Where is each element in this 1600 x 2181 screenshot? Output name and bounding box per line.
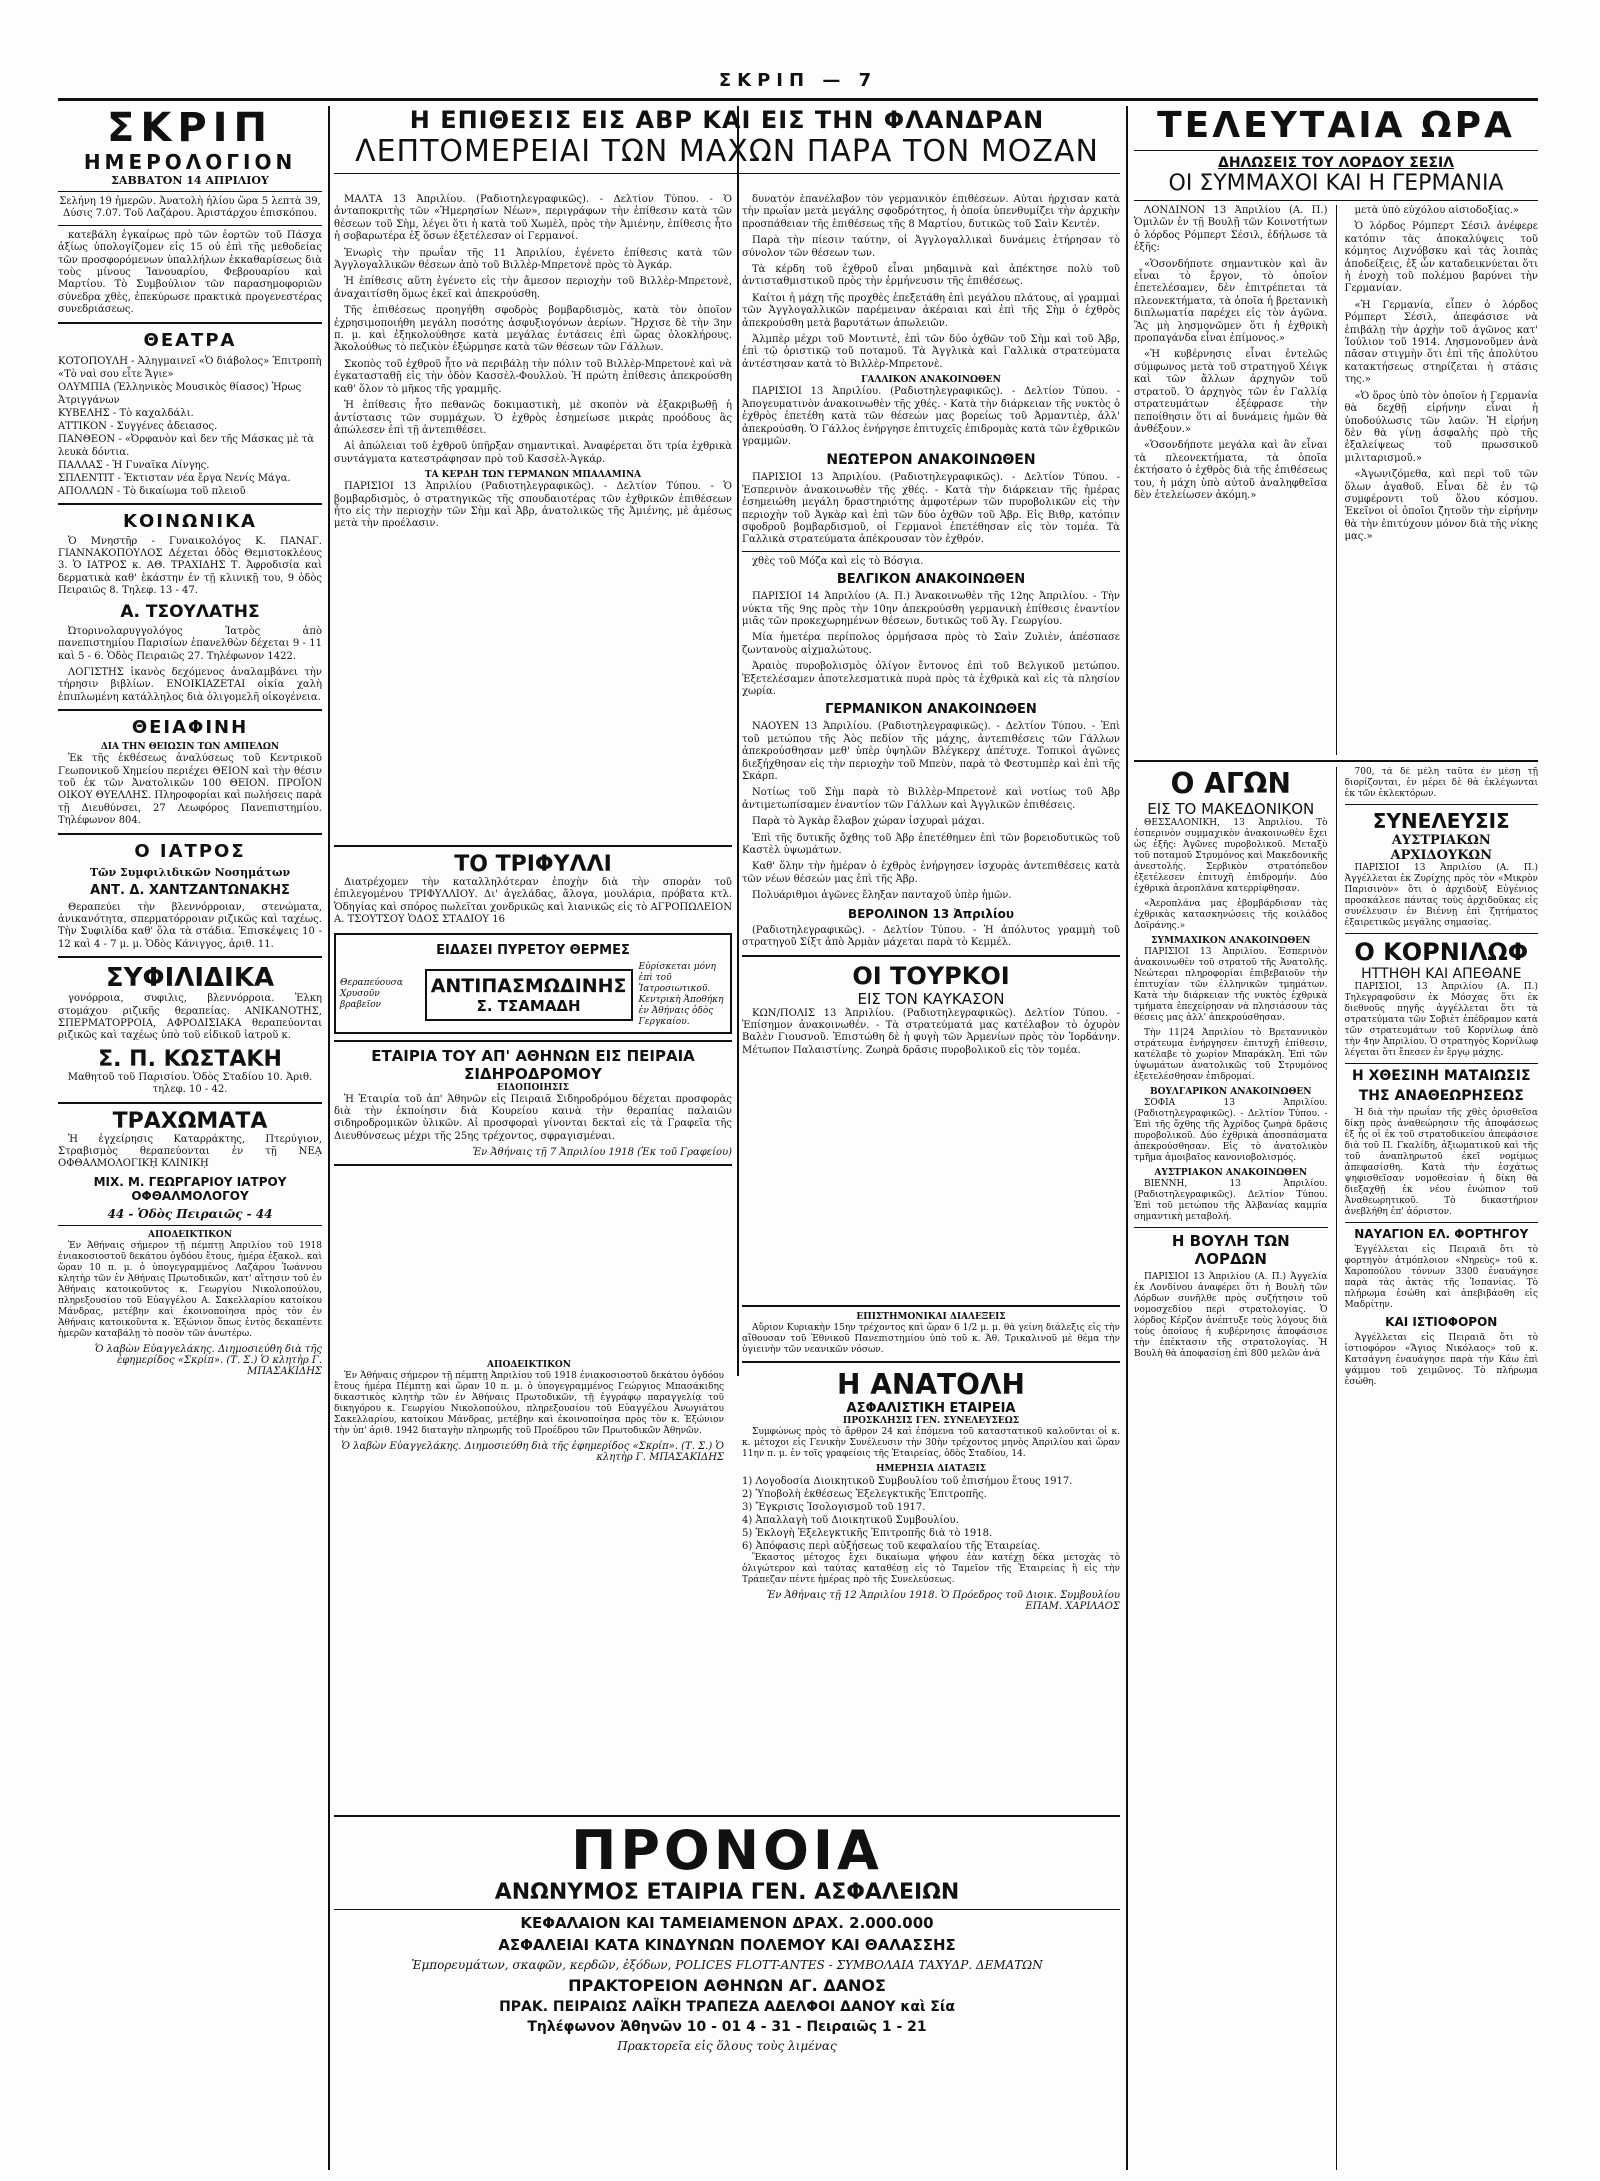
struggle-heading: Ο ΑΓΩΝ [1170, 767, 1291, 800]
article-paragraph: Καθ' ὅλην τὴν ἡμέραν ὁ ἐχθρὸς ἐνήργησεν ἰσχυρὰς ἀντεπιθέσεις κατὰ τῶν νέων θέσεών μας ἐπὶ τῆς Ἀβρ. [742, 861, 1120, 885]
agenda-item: 1) Λογοδοσία Διοικητικοῦ Συμβουλίου τοῦ ἐπισήμου ἔτους 1917. [742, 1476, 1073, 1487]
column-rule [328, 106, 330, 2170]
antipyretic-left: Θεραπεύουσα Χρυσοῦν βραβεῖον [340, 978, 403, 1011]
anatoli-text: Συμφώνως πρὸς τὸ ἄρθρον 24 καὶ ἑπόμενα τοῦ καταστατικοῦ καλοῦνται οἱ κ. κ. μέτοχοι εἰς Γενικὴν Συνέλευσιν τὴν 30ὴν τρέχοντος μηνὸς Ἀπριλίου καὶ ὥραν 11ην π. μ. ἐν τοῖς γραφείοις τῆς Ἑταιρείας, ὁδὸς Σταδίου, 14. [742, 1427, 1120, 1459]
anatoli-sub: ΑΣΦΑΛΙΣΤΙΚΗ ΕΤΑΙΡΕΙΑ [846, 1401, 1016, 1416]
turks-text: ΚΩΝ/ΠΟΛΙΣ 13 Ἀπριλίου. (Ραδιοτηλεγραφικῶς). Δελτίον Τύπου. - Ἐπίσημον ἀνακοινωθέν. - Τὰ στρατεύματά μας κατέλαβον τὸ ὀχυρὸν Βαλὲν Γιουσνοῦ. Ἐπιστώθη δὲ ἡ φυγὴ τῶν Ἀρμενίων πρὸς τὸν Ἰορδάνην. Μέτωπον Παλαιστίνης. Ζωηρὰ δρᾶσις πυροβολικοῦ εἰς τὸν τομέα. [742, 1007, 1120, 1056]
french-communique-head: ΓΑΛΛΙΚΟΝ ΑΝΑΚΟΙΝΩΘΕΝ [861, 375, 1001, 386]
article-paragraph: «Ἀγωνιζόμεθα, καὶ περὶ τοῦ τῶν ὅλων ἀγαθοῦ. Εἶναι δὲ ἐν τῷ συμφέροντι τοῦ ὅλου κόσμου. Ἐκεῖνοι οἱ ὁποῖοι ζητοῦν τὴν εἰρήνην θὰ τὴν ἐπιτύχουν μόνον διὰ τῆς νίκης μας.» [1344, 469, 1538, 543]
almanac-text: κατεβάλη ἐγκαίρως πρὸ τῶν ἑορτῶν τοῦ Πάσχα ἀξίως ὑπολογίζομεν εἰς 15 οὐ ἐπὶ τῆς μεθοδείας τῶν προσφορόμενων ὑπαλλήλων ἐκκαθαρίσεως διὰ τοὺς μίνους Ἰανουαρίου, Φεβρουαρίου καὶ Μαρτίου. Τὸ Συμβούλιον τῶν παρασημοφοριῶν σύνεδρα χθὲς, ἐπεκύρωσε πρακτικὰ προγενεστέρας συνεδριάσεως. [58, 229, 322, 316]
article-paragraph: Ἀλμπὲρ μέχρι τοῦ Μοντιντὲ, ἐπὶ τῶν δύο ὀχθῶν τοῦ Σὴμ καὶ τοῦ Ἀβρ, ἐπὶ τῷ ὁριστικῷ τοῦ ποταμοῦ. Τὰ Ἀγγλικὰ καὶ Γαλλικὰ στρατεύματα ἀντέστησαν κατὰ τὸ Βιλλὲρ-Μπρετονὲ. [742, 334, 1120, 370]
notice-text: Ἐν Ἀθήναις σήμερον τῇ πέμπτῃ Ἀπριλίου τοῦ 1918 ἐνιακοσιοστοῦ δεκάτου ὀγδόου ἔτους, ἡμέρα ἐξακολ. καὶ ὥραν 10 π. μ. ὁ ὑπογεγραμμένος Λαζάρου Ἰωάννου κλητὴρ τῶν ἐν Ἀθήναις Πρωτοδικῶν, κατ' αἴτησιν τοῦ ἐν Ἀθήναις κατοικοῦντος κ. Γεωργίου Νικολοπούλου, πληρεξουσίου τοῦ Εὐαγγέλου Α. Σακελλαρίου κατοίκου Μάνδρας, μετέβην καὶ ἐκοινοποίησα πρὸς τὸν ἐν Ἀθήναις κατοικοῦντα κ. Ἐξώνιον ὅπως ἐντὸς δεκαπέντε ἡμερῶν καταβάλῃ τὸ ποσὸν τῶν ἀνωτέρω. [58, 1240, 322, 1339]
assembly-heading: ΣΥΝΕΛΕΥΣΙΣ [1372, 809, 1510, 833]
column-rule [1126, 106, 1128, 2170]
physician-sub: Τῶν Συμφιλιδικῶν Νοσημάτων [89, 865, 291, 879]
lords-text: ΠΑΡΙΣΙΟΙ 13 Ἀπριλίου (Α. Π.) Ἀγγελία ἐκ Λονδίνου ἀναφέρει ὅτι ἡ Βουλὴ τῶν Λόρδων συνῆλθε πρὸς συζήτησιν τοῦ νομοσχεδίου περὶ στρατολογίας. Ὁ λόρδος Κέρζον ἀνέπτυξε τοὺς λόγους διὰ τοὺς ὁποίους ἡ κυβέρνησις ἀποφάσισε τὴν ἐπέκτασιν τῆς στρατολογίας. Ἡ Βουλὴ θὰ ἀποφασίσῃ ἐπὶ 800 μελῶν ἀνὰ [1134, 1272, 1328, 1359]
article-paragraph: «Ἡ κυβέρνησις εἶναι ἐντελῶς σύμφωνος μετὰ τοῦ στρατηγοῦ Χέιγκ καὶ τῶν ἄλλων ἀρχηγῶν τοῦ στρατοῦ. Ὁ ἀρχηγὸς τῶν ἐν Γαλλίᾳ στρατευμάτων ἐξέφρασε τὴν πεποίθησιν ὅτι αἱ δυνάμεις ἡμῶν θὰ ἀνθέξουν.» [1134, 349, 1328, 435]
latest-subheading: ΔΗΛΩΣΕΙΣ ΤΟΥ ΛΟΡΔΟΥ ΣΕΣΙΛ [1217, 155, 1454, 171]
article-paragraph: Πολυάριθμοι ἀγῶνες ἔληξαν πανταχοῦ ὑπὲρ ἡμῶν. [752, 890, 1012, 902]
notice2-block [334, 1360, 724, 1790]
kostakis-text: Μαθητοῦ τοῦ Παρισίου. Ὁδὸς Σταδίου 10. Ἀριθ. τηλεφ. 10 - 42. [67, 1071, 313, 1096]
allied-communique-head: ΣΥΜΜΑΧΙΚΟΝ ΑΝΑΚΟΙΝΩΘΕΝ [1151, 936, 1311, 946]
pronoia-heading: ΠΡΟΝΟΙΑ [571, 1819, 883, 1882]
doctor-text: Ὠτορινολαρυγγολόγος Ἰατρὸς ἀπὸ πανεπιστημίου Παρισίων ἐπανελθὼν δέχεται 9 - 11 καὶ 5 - 6. Ὁδὸς Πειραιῶς 27. Τηλέφωνον 1422. [58, 625, 322, 662]
theatre-item: ΑΠΟΛΛΩΝ - Τὸ δικαίωμα τοῦ πλειοῦ [58, 485, 246, 497]
article-paragraph: χθὲς τοῦ Μόζα καὶ εἰς τὸ Βόσγια. [752, 555, 924, 567]
paper-title: ΣΚΡΙΠ [107, 106, 273, 151]
main-story [334, 106, 1120, 178]
review-heading: Η ΧΘΕΣΙΝΗ ΜΑΤΑΙΩΣΙΣ [1351, 1068, 1531, 1084]
article-paragraph: Παρὰ τὴν πίεσιν ταύτην, οἱ Ἀγγλογαλλικαὶ δυνάμεις ἐτήρησαν τὸ σύνολον τῶν θέσεων των. [742, 235, 1120, 259]
pronoia-capital: ΚΕΦΑΛΑΙΟΝ ΚΑΙ ΤΑΜΕΙΑΜΕΝΟΝ ΔΡΑΧ. 2.000.000 [520, 1914, 934, 1932]
bulgarian-communique-head: ΒΟΥΛΓΑΡΙΚΟΝ ΑΝΑΚΟΙΝΩΘΕΝ [1150, 1087, 1312, 1097]
sailboat-heading: ΚΑΙ ΙΣΤΙΟΦΟΡΟΝ [1385, 1315, 1498, 1329]
railway-sub: ΕΙΔΟΠΟΙΗΣΙΣ [497, 1082, 569, 1093]
calendar-heading: ΗΜΕΡΟΛΟΓΙΟΝ [83, 150, 297, 174]
physician-name: ΑΝΤ. Δ. ΧΑΝΤΖΑΝΤΩΝΑΚΗΣ [90, 882, 290, 898]
page-running-head: ΣΚΡΙΠ — 7 [718, 70, 878, 91]
berlin-communique-head: ΒΕΡΟΛΙΝΟΝ 13 Ἀπριλίου [847, 906, 1015, 921]
social-text: Ὁ Μνηστῆρ - Γυναικολόγος Κ. ΠΑΝΑΓ. ΓΙΑΝΝΑΚΟΠΟΥΛΟΣ Δέχεται ὁδὸς Θεμιστοκλέους 3. Ὁ ΙΑΤΡΟΣ κ. ΑΘ. ΤΡΑΧΙΔΗΣ Τ. Ἀφροδισία καὶ δερματικὰ καθ' ἑκάστην ἐν τῇ κλινικῇ του, 9 ὁδὸς Πειραιῶς 8. Τηλεφ. 13 - 47. [58, 535, 322, 597]
lords-heading: Η ΒΟΥΛΗ ΤΩΝ ΛΟΡΔΩΝ [1171, 1232, 1290, 1268]
french-communique-text: ΠΑΡΙΣΙΟΙ 13 Ἀπριλίου. (Ραδιοτηλεγραφικῶς). - Δελτίον Τύπου. - Ἀπογευματινὸν ἀνακοινωθὲν τῆς χθές. - Κατὰ τὴν διάρκειαν τῆς νυκτὸς ὁ ἐχθρὸς ἐπετέθη κατὰ τῶν θέσεών μας βορείως τοῦ Ἀρμαντιὲρ, ἀλλ' ἀπεκρούσθη. Ὁ Γάλλος ἐνήργησε ἐπιτυχεῖς ἐπιδρομὰς κατὰ τῶν ἐχθρικῶν γραμμῶν. [742, 386, 1120, 447]
kornilov-heading: Ο ΚΟΡΝΙΛΩΦ [1354, 938, 1529, 966]
anatoli-agenda-heading: ΗΜΕΡΗΣΙΑ ΔΙΑΤΑΞΙΣ [875, 1464, 987, 1474]
anatoli-block [742, 1300, 1120, 1800]
sulfur-text: Ἐκ τῆς ἐκθέσεως ἀναλύσεως τοῦ Κεντρικοῦ Γεωπονικοῦ Χημείου περιέχει ΘΕΙΟΝ καὶ τὴν θέσιν τοῦ ἐκ τῶν Ἀνατολικῶν 100 ΘΕΙΟΝ. ΠΡΟΪΟΝ ΟΙΚΟΥ ΘΥΕΛΛΗΣ. Πληροφορίαι καὶ πωλήσεις παρὰ τῇ Διευθύνσει, 27 Λεωφόρος Πανεπιστημίου. Τηλέφωνον 804. [58, 753, 322, 827]
pronoia-line: ΠΡΑΚΤΟΡΕΙΟΝ ΑΘΗΝΩΝ ΑΓ. ΔΑΝΟΣ [568, 1976, 886, 1995]
antipyretic-head: ΕΙΔΑΣΕΙ ΠΥΡΕΤΟΥ ΘΕΡΜΕΣ [436, 942, 630, 958]
agenda-item: 6) Ἀπόφασις περὶ αὐξήσεως τοῦ κεφαλαίου τῆς Ἑταιρείας. [742, 1541, 1041, 1552]
article-paragraph: 700, τὰ δὲ μέλη ταῦτα ἐν μέσῃ τῇ διορίζονται, ἐν μέρει δὲ θὰ ἐκλέγωνται ἐκ τῶν ἐκλεκτόρων. [1344, 767, 1538, 799]
belgian-communique-head: ΒΕΛΓΙΚΟΝ ΑΝΑΚΟΙΝΩΘΕΝ [836, 572, 1026, 588]
article-paragraph: Ἡ ἐπίθεσις ἦτο πεθανῶς δοκιμαστικὴ, μὲ σκοπὸν νὰ ἐξακριβωθῇ ἡ ἀντίστασις τῶν συμμάχων. Ὁ ἐχθρὸς ἐσημείωσε μικρὰς προόδους ἃς ἀπώλεσεν ἐπὶ τῇ ἀντεπιθέσει. [334, 400, 732, 436]
review-text: Ἡ διὰ τὴν πρωΐαν τῆς χθὲς ὁρισθεῖσα δίκη πρὸς ἀναθεώρησιν τῆς ἀποφάσεως ἐξ ἧς οἱ ἐκ τοῦ στρατοδικείου ἀπεφάσισε διὰ τοῦ Π. Γκαλίδη, ἀξιωματικοῦ καὶ τῆς τοῦ ἀναπληρωτοῦ ἐκεῖ νομίμως ἀπεφασίσθη. Κατὰ τὴν ἐσχάτως ψηφισθεῖσαν νομοθεσίαν ἡ δίκη θὰ διεξαχθῇ ἐκ νέου ἐνώπιον τοῦ Ἀναθεωρητικοῦ. Τὸ δικαστήριον ἀνεβλήθη ἐπ' ἀόριστον. [1344, 1108, 1538, 1217]
notice-signature: Ὁ λαβὼν Εὐαγγελάκης. Διημοσιεύθη διὰ τῆς ἐφημερίδος «Σκρίπ». (Τ. Σ.) Ὁ κλητὴρ Γ. ΜΠΑΣΑΚΙΔΗΣ [94, 1343, 322, 1377]
article-paragraph: Σκοπὸς τοῦ ἐχθροῦ ἦτο νὰ περιβάλῃ τὴν πόλιν τοῦ Βιλλὲρ-Μπρετονὲ καὶ νὰ ἐγκατασταθῇ εἰς τὴν ὁδὸν Κασσὲλ-Φουλλοὺ. Ἡ πρώτη ἐπίθεσις ἀπεκρούσθη καθ' ὅλον τὸ μῆκος τῆς γραμμῆς. [334, 358, 732, 395]
syphilis-heading: ΣΥΦΙΛΙΔΙΚΑ [105, 963, 275, 994]
social-heading: ΚΟΙΝΩΝΙΚΑ [123, 510, 257, 532]
article-paragraph: Ἡ ἐπίθεσις αὕτη ἐγένετο εἰς τὴν ἄμεσον περιοχὴν τοῦ Βιλλὲρ-Μπρετονὲ, ἀναχαιτίσθη ὅμως ἐκεῖ καὶ ἀπεκρούσθη. [334, 276, 732, 300]
pronoia-ad [334, 1810, 1120, 2170]
antipyretic-label: ΑΝΤΙΠΑΣΜΩΔΙΝΗΣ [430, 974, 627, 997]
pronoia-line: Τηλέφωνον Ἀθηνῶν 10 - 01 4 - 31 - Πειραιῶς 1 - 21 [527, 2019, 927, 2035]
lectures-heading: ΕΠΙΣΤΗΜΟΝΙΚΑΙ ΔΙΑΛΕΞΕΙΣ [856, 1312, 1006, 1322]
theatre-item: ΣΠΛΕΝΤΙΤ - Ἐκτισταν νέα ἔργα Νενίς Μάγα. [58, 472, 291, 484]
notice2-text: Ἐν Ἀθήναις σήμερον τῇ πέμπτῃ Ἀπριλίου τοῦ 1918 ἐνιακοσιοστοῦ δεκάτου ὀγδόου ἔτους ἡμέρα Πέμπτῃ καὶ ὥραν 10 π. μ. ὁ ὑπογεγραμμένος Γεώργιος Μπασάκιδης δικαστικὸς κλητὴρ τῶν ἐν Ἀθήναις Πρωτοδικῶν, τῇ ἐγγράφῳ παραγγελίᾳ τοῦ δικηγόρου κ. Γεωργίου Νικολοπούλου, πληρεξουσίου τοῦ Εὐαγγέλου Ἀνωγιάτου Σακελλαρίου, κατοίκου Μάνδρας, μετέβην καὶ ἐκοινοποίησα πρὸς τὸν κ. Ἐξώνιον τὴν ὑπ' ἀριθ. 1942 διαταγὴν πληρωμῆς τοῦ Προέδρου τῶν Πρωτοδικῶν Ἀθηνῶν. [334, 1371, 724, 1436]
main-headline: Η ΕΠΙΘΕΣΙΣ ΕΙΣ ΑΒΡ ΚΑΙ ΕΙΣ ΤΗΝ ΦΛΑΝΔΡΑΝ [409, 106, 1045, 134]
physician-heading: Ο ΙΑΤΡΟΣ [134, 840, 246, 862]
anatoli-call: ΠΡΟΣΚΛΗΣΙΣ ΓΕΝ. ΣΥΝΕΛΕΥΣΕΩΣ [842, 1416, 1020, 1426]
article-paragraph: ΜΑΛΤΑ 13 Ἀπριλίου. (Ραδιοτηλεγραφικῶς). - Δελτίον Τύπου. - Ὁ ἀνταποκριτὴς τῶν «Ἡμερησίων Νέων», περιγράφων τὴν ἐπίθεσιν κατὰ τῶν θέσεων τοῦ Σὴμ, λέγει ὅτι ἡ κατὰ τοῦ Χωμὲλ, πρὸς τὴν Ἀμιένην, ἐπίθεσις ἦτο ἡ σοβαρωτέρα ἐξ ὅσων ἐξετέλεσαν οἱ Γερμανοί. [334, 194, 732, 243]
theatres-heading: ΘΕΑΤΡΑ [143, 329, 237, 351]
calendar-date: ΣΑΒΒΑΤΟΝ 14 ΑΠΡΙΛΙΟΥ [111, 174, 269, 187]
article-paragraph: «Ἀεροπλάνα μας ἐβομβάρδισαν τὰς ἐχθρικὰς κατασκηνώσεις τῆς κοιλάδος Δοϊράνης.» [1134, 899, 1328, 931]
theatre-item: ΟΛΥΜΠΙΑ (Ἑλληνικὸς Μουσικὸς θίασος) Ἡρως Ἀτριγγάνων [58, 381, 302, 406]
article-paragraph: Ὁ λόρδος Ρόμπερτ Σέσιλ ἀνέφερε κατόπιν τὰς ἀποκαλύψεις τοῦ κόμητος Λιχνόβσκυ καὶ τὰς λοιπὰς ἀποδείξεις, ἐξ ὧν καταδεικνύεται ὅτι ἡ ἐνοχὴ τοῦ πολέμου βαρύνει τὴν Γερμανίαν. [1344, 221, 1538, 295]
anatoli-note: Ἕκαστος μέτοχος ἔχει δικαίωμα ψήφου ἐὰν κατέχῃ δέκα μετοχὰς τὸ ὀλιγώτερον καὶ ταύτας καταθέσῃ εἰς τὸ Ταμεῖον τῆς Ἑταιρείας ἢ εἰς τὴν Τράπεζαν πέντε ἡμέρας πρὸ τῆς Συνελεύσεως. [742, 1553, 1120, 1585]
article-paragraph: Τῆς ἐπιθέσεως προηγήθη σφοδρὸς βομβαρδισμὸς, κατὰ τὸν ὁποῖον ἐχρησιμοποιήθη μεγάλη ποσότης ἀσφυξιογόνων ἀερίων. Ἤρχισε δὲ τὴν 3ην π. μ. καὶ ἐξηκολούθησε κατὰ μεγάλας ἐντάσεις ἐπὶ ὥρας ὁλοκλήρους. Ἀκολούθως τὸ πεζικὸν ἐξώρμησε κατὰ τῶν θέσεων τῶν Γάλλων. [334, 305, 732, 354]
article-paragraph: Ἀραιὸς πυροβολισμὸς ὀλίγον ἔντονος ἐπὶ τοῦ Βελγικοῦ μετώπου. Ἐξετελέσαμεν ἀποτελεσματικὰ πυρὰ πρὸς τὰ ἐχθρικὰ καὶ εἰς τὰ πλησίον χωρία. [742, 661, 1120, 697]
article-paragraph: ΠΑΡΙΣΙΟΙ 13 Ἀπριλίου (Ραδιοτηλεγραφικῶς). - Δελτίον Τύπου. - Ὁ βομβαρδισμὸς, ὁ στρατηγικῶς τῆς σπουδαιοτέρας τῶν ἐχθρικῶν ἐπιθέσεων ἦτο εἰς τὴν περιοχὴν τῶν Σὴμ καὶ Ἀβρ, ἀνατολικῶς τῆς Ἀμιένης, μὲ ἀμέσως μετὰ τὴν προέλασιν. [334, 481, 732, 530]
article-paragraph: ΘΕΣΣΑΛΟΝΙΚΗ, 13 Ἀπριλίου. Τὸ ἑσπερινὸν συμμαχικὸν ἀνακοινωθὲν ἔχει ὡς ἑξῆς: Ἀγῶνες πυροβολικοῦ. Μεταξὺ τοῦ ποταμοῦ Στρυμόνος καὶ Μακεδονικῆς ἀνεστολής. Σερβικὸν στρατόπεδον ἐξετέλεσεν ἐπιτυχῆ ἐπιδρομήν. Δύο ἐχθρικὰ ἀεροπλάνα κατερρίφθησαν. [1134, 818, 1328, 894]
notice2-signature: Ὁ λαβὼν Εὐαγγελάκης. Διημοσιεύθη διὰ τῆς ἐφημερίδος «Σκρίπ». (Τ. Σ.) Ὁ κλητὴρ Γ. ΜΠΑΣΑΚΙΔΗΣ [341, 1441, 724, 1463]
theatre-item: ΑΤΤΙΚΟΝ - Συγγένες ἀδειασος. [58, 420, 218, 432]
austrian-communique-head: ΑΥΣΤΡΙΑΚΟΝ ΑΝΑΚΟΙΝΩΘΕΝ [1154, 1168, 1308, 1178]
almanac: Σελήνη 19 ἡμερῶν. Ἀνατολὴ ἡλίου ὥρα 5 λεπτὰ 39, Δύσις 7.07. Τοῦ Λαζάρου. Ἀριστάρχου ἐπισκόπου. [59, 196, 321, 220]
article-paragraph: Ἐπὶ τῆς δυτικῆς ὄχθης τοῦ Ἀβρ ἐπετέθημεν ἐπὶ τῶν βορειοδυτικῶς τοῦ Καστὲλ ὑψωμάτων. [742, 832, 1120, 857]
pronoia-line: ΑΣΦΑΛΕΙΑΙ ΚΑΤΑ ΚΙΝΔΥΝΩΝ ΠΟΛΕΜΟΥ ΚΑΙ ΘΑΛΑΣΣΗΣ [498, 1936, 956, 1954]
article-paragraph: Τὰ κέρδη τοῦ ἐχθροῦ εἶναι μηδαμινὰ καὶ ἀπέκτησε πολὺ τοῦ ἀντισταθμιστικοῦ πρὸς τὴν ἐρμήνευσιν τῆς ἐπιθέσεως. [742, 264, 1120, 288]
pronoia-line: Πρακτορεῖα εἰς ὅλους τοὺς λιμένας [617, 2039, 837, 2053]
turks-heading: ΟΙ ΤΟΥΡΚΟΙ [852, 961, 1010, 990]
theatre-item: ΚΥΒΕΛΗΣ - Τὸ καχαλδάλι. [58, 407, 194, 419]
article-paragraph: «Ὁσονδήποτε μεγάλα καὶ ἂν εἶναι τὰ πλεονεκτήματα, τὰ ὁποῖα ἐκτήσατο ὁ ἐχθρὸς διὰ τῆς ἐπιθέσεως του, ἡ μάχη ὑπὸ αὐτοῦ ἀναληφθεῖσα δὲν ἐτελείωσεν ἀκόμη.» [1134, 440, 1328, 501]
column-center-left [334, 194, 732, 834]
kornilov-text: ΠΑΡΙΣΙΟΙ, 13 Ἀπριλίου (Α. Π.) Τηλεγραφοῦσιν ἐκ Μόσχας ὅτι ἐκ διεθνοῦς πηγῆς ἀγγέλλεται ὅτι τὰ στρατεύματα τῶν Σοβιὲτ ἐπέδραμον κατὰ τῶν στρατευμάτων τοῦ Κορνίλωφ ἀπὸ τὴν 4ην Ἀπριλίου. Ὁ στρατηγὸς Κορνίλωφ λέγεται ὅτι ἔπεσεν ἐν ἔργῳ μάχης. [1344, 982, 1538, 1058]
assembly-text: ΠΑΡΙΣΙΟΙ 13 Ἀπριλίου (Α. Π.) Ἀγγέλλεται ἐκ Ζυρίχης πρὸς τὸν «Μικρὸν Παρισινὸν» ὅτι ὁ ἀρχιδοὺξ Εὐγένιος προσκάλεσε πάντας τοὺς ἀρχιδοῦκας εἰς συνέλευσιν ἐν Βιέννῃ ἐπὶ ζητήματος ἐξαιρετικῶς μεγάλης σημασίας. [1344, 863, 1538, 928]
agenda-item: 3) Ἔγκρισις Ἰσολογισμοῦ τοῦ 1917. [742, 1502, 926, 1513]
trachoma-doctor: ΜΙΧ. Μ. ΓΕΩΡΓΑΡΙΟΥ ΙΑΤΡΟΥ ΟΦΘΑΛΜΟΛΟΓΟΥ [93, 1174, 287, 1203]
column-center-right [742, 194, 1120, 1294]
pronoia-sub: ΑΝΩΝΥΜΟΣ ΕΤΑΙΡΙΑ ΓΕΝ. ΑΣΦΑΛΕΙΩΝ [494, 1880, 960, 1905]
article-paragraph: Μία ἡμετέρα περίπολος ὁρμήσασα πρὸς τὸ Σαὶν Ζυλιὲν, ἀπέσπασε ζωντανοὺς αἰχμαλώτους. [742, 632, 1120, 656]
turks-subheading: ΕΙΣ ΤΟΝ ΚΑΥΚΑΣΟΝ [857, 989, 1005, 1008]
theatre-item: ΚΟΤΟΠΟΥΛΗ - Ἀληγμαινεῖ «Ὁ διάβολος» Ἐπιτροπὴ «Τὸ ναὶ σου εἶτε Ἄγιε» [58, 355, 322, 380]
theatre-item: ΠΑΛΛΑΣ - Ἡ Γυναῖκα Λίνγης. [58, 459, 210, 471]
trachoma-address: 44 - Ὁδὸς Πειραιῶς - 44 [107, 1206, 273, 1221]
article-paragraph: ΒΙΕΝΝΗ, 13 Ἀπριλίου. (Ραδιοτηλεγραφικῶς). Δελτίον Τύπου. Ἐπὶ τοῦ μετώπου τῆς Ἀλβανίας καμμία σημαντικὴ μεταβολή. [1134, 1179, 1328, 1222]
anatoli-signature: Ἐν Ἀθήναις τῇ 12 Ἀπριλίου 1918. Ὁ Πρόεδρος τοῦ Διοικ. Συμβουλίου ΕΠΑΜ. ΧΑΡΙΛΑΟΣ [766, 1590, 1120, 1612]
sulfur-heading: ΘΕΙΑΦΙΝΗ [131, 717, 249, 739]
article-paragraph: «Ὁσονδήποτε σημαντικὸν καὶ ἂν εἶναι τὸ ἔργον, τὸ ὁποῖον ἐπετελέσαμεν, δὲν ἐπιτρέπεται τὰ πλεονεκτήματα, τὰ ὁποῖα ἡ βρετανικὴ διπλωματία παρέχει εἰς τὸν ἀγῶνα. Ἂς μὴ λησμονῶμεν ὅτι ἡ ἐχθρικὴ προπαγάνδα εἶναι ἐπίμονος.» [1134, 258, 1328, 345]
berlin-communique-text: (Ραδιοτηλεγραφικῶς). - Δελτίον Τύπου. - Ἡ ἀπόλυτος γραμμὴ τοῦ στρατηγοῦ Σίξτ ἀπὸ Ἀρμὰν μάχεται παρὰ τὸ Κεμμέλ. [742, 924, 1120, 949]
clover-text: Διατρέχομεν τὴν καταλληλότεραν ἐποχὴν διὰ τὴν σπορὰν τοῦ ἐπιλεγομένου ΤΡΙΦΥΛΛΙΟΥ. Δι' ἀγελάδας, ἄλογα, μουλάρια, πρόβατα κτλ. Ὁδηγίας καὶ σπόρος πωλεῖται χονδρικῶς καὶ λιανικῶς εἰς τὸ ΑΓΡΟΠΩΛΕΙΟΝ Α. ΤΣΟΥΤΣΟΥ ὉΔΟΣ ΣΤΑΔΙΟΥ 16 [334, 877, 732, 926]
article-paragraph: Παρὰ τὸ Ἀγκὰρ ἔλαβον χώραν ἰσχυραὶ μάχαι. [752, 816, 985, 828]
sulfur-subheading: ΔΙΑ ΤΗΝ ΘΕΙΩΣΙΝ ΤΩΝ ΑΜΠΕΛΩΝ [100, 742, 280, 753]
top-rule [58, 98, 1538, 101]
doctor-name: Α. ΤΣΟΥΛΑΤΗΣ [120, 601, 260, 622]
article-paragraph: «Ὁ ὅρος ὑπὸ τὸν ὁποῖον ἡ Γερμανία θὰ δεχθῇ εἰρήνην εἶναι ἡ ὑποδούλωσις τῶν λαῶν. Ἡ εἰρήνη δὲν θὰ γίνῃ ἀσφαλὴς πρὸ τῆς ἐξαλείψεως τοῦ πρωσσικοῦ μιλιταρισμοῦ.» [1344, 390, 1538, 464]
trachoma-text: Ἡ ἐγχείρησις Καταρράκτης, Πτερύγιον, Στραβισμὸς θεραπεύονται ἐν τῇ ΝΕᾼ ΟΦΘΑΛΜΟΛΟΓΙΚῌ ΚΛΙΝΙΚῌ [58, 1133, 322, 1170]
article-paragraph: «Ἡ Γερμανία, εἶπεν ὁ λόρδος Ρόμπερτ Σέσιλ, ἀπεφάσισε νὰ ἐπιβάλῃ τὴν ἀρχὴν τοῦ ἀγῶνος κατ' Ἰούλιον τοῦ 1914. Λησμονοῦμεν ἀνὰ πᾶσαν στιγμὴν ὅτι ἐπὶ τῆς ἀπολύτου κατακτήσεως στηρίζεται ἡ στάσις της.» [1344, 299, 1538, 386]
article-paragraph: δυνατὸν ἐπανέλαβον τὸν γερμανικὸν ἐπιθέσεων. Αὗται ἦρχισαν κατὰ τὴν πρωΐαν μετὰ μεγάλης σφοδρότητος, ἡ ὁποία ὑπενθυμίζει τὴν ἀρχικὴν προσπάθειαν τῆς ἐπιθέσεως τῆς 8 Μαρτίου, δυτικῶς τοῦ Σαὶν Κεντέν. [742, 194, 1120, 230]
physician-text: Θεραπεύει τὴν βλεννόρροιαν, στενώματα, ἀνικανότητα, σπερματόρροιαν ριζικῶς καὶ ταχέως. Τὴν Συφιλίδα καθ' ὅλα τὰ στάδια. Ἐπισκέψεις 10 - 12 καὶ 4 - 7 μ. μ. Ὁδὸς Κάνιγγος, ἀριθ. 11. [58, 901, 322, 950]
article-paragraph: Καίτοι ἡ μάχη τῆς προχθὲς ἐπεξετάθη ἐπὶ μεγάλου πλάτους, αἱ γραμμαὶ τῶν Ἀγγλογαλλικῶν παρέμειναν ἀκέραιαι καὶ ἐπὶ τῆς Σὴμ ὁ ἐχθρὸς ἀπεκρούσθη μετὰ βαρυτάτων ἀπωλειῶν. [742, 292, 1120, 329]
agenda-item: 5) Ἐκλογὴ Ἐξελεγκτικῆς Ἐπιτροπῆς διὰ τὸ 1918. [742, 1528, 993, 1539]
kostakis-name: Σ. Π. ΚΩΣΤΑΚΗ [98, 1046, 282, 1072]
kornilov-sub: ΗΤΤΗΘΗ ΚΑΙ ΑΠΕΘΑΝΕ [1361, 966, 1522, 982]
notice-heading: ΑΠΟΔΕΙΚΤΙΚΟΝ [148, 1229, 232, 1240]
antipyretic-ad [334, 933, 732, 1034]
trachoma-heading: ΤΡΑΧΩΜΑΤΑ [112, 1108, 268, 1134]
latest-subheading-2: ΟΙ ΣΥΜΜΑΧΟΙ ΚΑΙ Η ΓΕΡΜΑΝΙΑ [1168, 171, 1504, 196]
pronoia-line: ΠΡΑΚ. ΠΕΙΡΑΙΩΣ ΛΑΪΚΗ ΤΡΑΠΕΖΑ ΑΔΕΛΦΟΙ ΔΑΝΟΥ καὶ Σία [499, 1999, 955, 2015]
struggle-sub: ΕΙΣ ΤΟ ΜΑΚΕΔΟΝΙΚΟΝ [1147, 800, 1315, 818]
theatre-item: ΠΑΝΘΕΟΝ - «Ὀρφανὸν καὶ δεν τῆς Μάσκας μὲ τὰ λευκὰ δόντια. [58, 433, 314, 458]
latest-hour-headline: ΤΕΛΕΥΤΑΙΑ ΩΡΑ [1157, 106, 1515, 146]
article-paragraph: μετὰ ὑπὸ εὐχόλου αἰσιοδοξίας.» [1354, 205, 1520, 216]
newer-communique-text: ΠΑΡΙΣΙΟΙ 13 Ἀπριλίου. (Ραδιοτηλεγραφικῶς). - Δελτίον Τύπου. - Ἐσπερινὸν ἀνακοινωθὲν τῆς χθές. - Κατὰ τὴν διάρκειαν τῆς ἡμέρας ἐσημειώθη μεγάλη δραστηριότης ἀμφοτέρων τῶν πυροβολικῶν εἰς τὴν περιοχὴν τοῦ Ἀγκὰρ καὶ ἐπὶ τῶν δύο ὀχθῶν τοῦ Ἀβρ. Εἰς Βιθρ, κατόπιν σφοδροῦ βομβαρδισμοῦ, οἱ Γερμανοὶ ἐπετέθησαν εἰς τὸν τομέα. Τὰ Γαλλικὰ στρατεύματα ἀπέκρουσαν τὸν ἐχθρόν. [742, 472, 1120, 546]
article-paragraph: Αἱ ἀπώλειαι τοῦ ἐχθροῦ ὑπῆρξαν σημαντικαὶ. Ἀναφέρεται ὅτι τρία ἐχθρικὰ συντάγματα κατεστράφησαν πρὸ τοῦ Κασσὲλ-Ἀγκάρ. [334, 441, 732, 465]
german-communique-head: ΓΕΡΜΑΝΙΚΟΝ ΑΝΑΚΟΙΝΩΘΕΝ [825, 702, 1037, 718]
anatoli-heading: Η ΑΝΑΤΟΛΗ [837, 1368, 1025, 1401]
article-subheading: ΤΑ ΚΕΡΔΗ ΤΩΝ ΓΕΡΜΑΝΩΝ ΜΠΑΛΑΜΙΝΑ [424, 470, 642, 481]
antipyretic-right: Εὑρίσκεται μόνη ἐπὶ τοῦ Ἰατροσιωτικοῦ. Κεντρικὴ Ἀποθήκη ἐν Ἀθήναις ὁδὸς Γεργκαίου. [638, 961, 724, 1027]
shipwreck-heading: ΝΑΥΑΓΙΟΝ ΕΛ. ΦΟΡΤΗΓΟΥ [1354, 1227, 1529, 1241]
article-paragraph: ΠΑΡΙΣΙΟΙ 14 Ἀπριλίου (Α. Π.) Ἀνακοινωθὲν τῆς 12ης Ἀπριλίου. - Τὴν νύκτα τῆς 9ης πρὸς τὴν 10ην ἀπεκρούσθη γερμανικὴ ἐπίθεσις ἐναντίον μιᾶς τῶν προκεχωρημένων θέσεων, δυτικῶς τοῦ Ἁγ. Γεωργίου. [742, 591, 1120, 627]
pronoia-line: Ἐμπορευμάτων, σκαφῶν, κερδῶν, ἐξόδων, POLICES FLOTT-ANTES - ΣΥΜΒΟΛΑΙΑ ΤΑΧΥΔΡ. ΔΕΜΑΤΩΝ [411, 1958, 1043, 1972]
agenda-item: 4) Ἀπαλλαγὴ τοῦ Διοικητικοῦ Συμβουλίου. [742, 1515, 959, 1526]
sailboat-text: Ἀγγέλλεται εἰς Πειραιᾶ ὅτι τὸ ἱστιοφόρον «Ἅγιος Νικόλαος» τοῦ κ. Κατσάγνη ἐναυάγησε παρὰ τὴν Κάω ἐπὶ ψάμμου τοῦ χειμῶνος. Τὸ πλήρωμα ἐσώθη. [1344, 1333, 1538, 1387]
column-right [1134, 106, 1538, 2170]
article-paragraph: ΠΑΡΙΣΙΟΙ 13 Ἀπριλίου. Ἑσπερινὸν ἀνακοινωθὲν τοῦ στρατοῦ τῆς Ἀνατολῆς. Νεώτεραι πληροφορίαι ἐπιβεβαιοῦν τὴν ἐπιτυχίαν τῶν ἑλληνικῶν τμημάτων. Κατὰ τὴν διάρκειαν τῆς νυκτὸς ἐχθρικὰ τμήματα ἐπεχείρησαν νὰ πλησιάσουν τὰς θέσεις μας ἀλλ' ἀπεκρούσθησαν. [1134, 947, 1328, 1023]
assembly-sub: ΑΥΣΤΡΙΑΚΩΝ ΑΡΧΙΔΟΥΚΩΝ [1390, 833, 1492, 863]
article-paragraph: ΛΟΝΔΙΝΟΝ 13 Ἀπριλίου (Α. Π.) Ὁμιλῶν ἐν τῇ Βουλῇ τῶν Κοινοτήτων ὁ λόρδος Ρόμπερτ Σέσιλ, ἐδήλωσε τὰ ἑξῆς: [1134, 205, 1328, 254]
railway-text: Ἡ Ἑταιρία τοῦ ἀπ' Ἀθηνῶν εἰς Πειραιᾶ Σιδηροδρόμου δέχεται προσφορὰς διὰ τὴν ἐκποίησιν διὰ Κουρείου καινὰ τὴν θεραπίας παλαιῶν σιδηροδρομικῶν ὑλικῶν. Αἱ προσφοραὶ γίνονται δεκταὶ εἰς τὰ Γραφεῖα τῆς Διευθύνσεως μέχρι τῆς 25ης τρέχοντος, σφραγισμέναι. [334, 1093, 732, 1142]
main-subheadline: ΛΕΠΤΟΜΕΡΕΙΑΙ ΤΩΝ ΜΑΧΩΝ ΠΑΡΑ ΤΟΝ ΜΟΖΑΝ [355, 134, 1099, 169]
newer-communique-head: ΝΕΩΤΕΡΟΝ ΑΝΑΚΟΙΝΩΘΕΝ [826, 452, 1036, 469]
review-sub: ΤΗΣ ΑΝΑΘΕΩΡΗΣΕΩΣ [1358, 1088, 1524, 1104]
lectures-text: Αὔριον Κυριακὴν 15ην τρέχοντος καὶ ὥραν 6 1/2 μ. μ. θὰ γείνη διάλεξις εἰς τὴν αἴθουσαν τοῦ Ἐθνικοῦ Πανεπιστημίου ὑπὸ τοῦ κ. Ἀθ. Τρικαλινοῦ μὲ θέμα τὴν ὑγιεινὴν τῶν νεανικῶν νόσων. [742, 1323, 1120, 1355]
column-left [58, 106, 322, 2170]
antipyretic-name: Σ. ΤΣΑΜΑΔΗ [476, 996, 581, 1015]
agenda-item: 2) Ὑποβολὴ ἐκθέσεως Ἐξελεγκτικῆς Ἐπιτροπῆς. [742, 1489, 987, 1500]
article-paragraph: Τὴν 11|24 Ἀπριλίου τὸ Βρεταννικὸν στράτευμα ἐνήργησεν ἐπιτυχῆ ἐπίθεσιν, κατέλαβε τὸ χωρίον Μπαράκλη. Ἐπὶ τῶν ὑψωμάτων ἀνατολικῶς τοῦ Στρυμόνος ἐξετελέσθησαν ἐπιδρομαί. [1134, 1028, 1328, 1082]
shipwreck-text: Ἐγγέλλεται εἰς Πειραιᾶ ὅτι τὸ φορτηγὸν ἀτμόπλοιον «Νηρεὺς» τοῦ κ. Χαροπούλου τόννων 3300 ἐναυάγησε παρὰ τὰς ἀκτὰς τῆς Ἰσπανίας. Τὸ πλήρωμα ἐσώθη καὶ ἀπεβιβάσθη εἰς Μαδρίτην. [1344, 1245, 1538, 1310]
notice2-heading: ΑΠΟΔΕΙΚΤΙΚΟΝ [487, 1360, 571, 1370]
accountant-ad: ΛΟΓΙΣΤΗΣ ἱκανὸς δεχόμενος ἀναλαμβάνει τὴν τήρησιν βιβλίων. ΕΝΟΙΚΙΑΖΕΤΑΙ οἰκία χαλὴ ἐπιπλωμένη κατάλληλος διὰ ὀλιγομελῆ οἰκογένεια. [58, 666, 322, 703]
article-paragraph: Νοτίως τοῦ Σὴμ παρὰ τὸ Βιλλὲρ-Μπρετονὲ καὶ νοτίως τοῦ Ἀβρ ἀντιμετωπίσαμεν ἐναντίον τῶν Γάλλων καὶ Ἀγγλικῶν ἐπιθέσεις. [742, 787, 1120, 811]
newspaper-page [58, 70, 1538, 2170]
article-paragraph: ΣΟΦΙΑ 13 Ἀπριλίου. (Ραδιοτηλεγραφικῶς). - Δελτίον Τύπου. - Ἐπὶ τῆς ὄχθης τῆς Ἀχρίδος ζωηρὰ δρᾶσις πυροβολικοῦ. Δύο ἐχθρικὰ ἀποσπάσματα ἀπεκρούσθησαν. Εἰς τὸ ἀνατολικὸν τμῆμα ἀμοιβαῖος κανονιοβολισμός. [1134, 1098, 1328, 1163]
clover-heading: ΤΟ ΤΡΙΦΥΛΛΙ [454, 852, 612, 877]
article-paragraph: Ἐνωρὶς τὴν πρωΐαν τῆς 11 Ἀπριλίου, ἐγένετο ἐπίθεσις κατὰ τῶν Ἀγγλογαλλικῶν θέσεων ἀπὸ τοῦ Βιλλὲρ-Μπρετονὲ πρὸς τὸ Ἀγκάρ. [334, 247, 732, 272]
syphilis-text: γονόρροια, συφιλις, βλεννόρροια. Ἐλκη στομάχου ριζικῆς θεραπείας. ΑΝΙΚΑΝΟΤΗΣ, ΣΠΕΡΜΑΤΟΡΡΟΙΑ, ΑΦΡΟΔΙΣΙΑΚΑ θεραπεύονται ριζικῶς καὶ ταχέως ὑπὸ τοῦ εἰδικοῦ ἰατροῦ κ. [58, 993, 322, 1042]
railway-signature: Ἐν Ἀθήναις τῇ 7 Ἀπριλίου 1918 (Ἐκ τοῦ Γραφείου) [472, 1147, 732, 1159]
column-rule [737, 106, 739, 1376]
railway-heading: ΕΤΑΙΡΙΑ ΤΟΥ ΑΠ' ΑΘΗΝΩΝ ΕΙΣ ΠΕΙΡΑΙΑ ΣΙΔΗΡΟΔΡΟΜΟΥ [371, 1046, 695, 1083]
german-communique-text: ΝΑΟΥΕΝ 13 Ἀπριλίου. (Ραδιοτηλεγραφικῶς). - Δελτίον Τύπου. - Ἐπὶ τοῦ μετώπου τῆς Ἀὸς πεδίον τῆς μάχης, ἀντεπιθέσεις τῶν Γάλλων ἀπεκρούσθησαν μεθ' ὑπὲρ ὑψηλῶν Βλέγκερχ ἀπέτυχε. Τοπικοὶ ἀγῶνες διεξήχθησαν εἰς τὴν περιοχὴν τοῦ Μπεὺν, παρὰ τὸ Φεστυμπὲρ καὶ ἐπὶ τῆς Σκάρπ. [742, 721, 1120, 783]
